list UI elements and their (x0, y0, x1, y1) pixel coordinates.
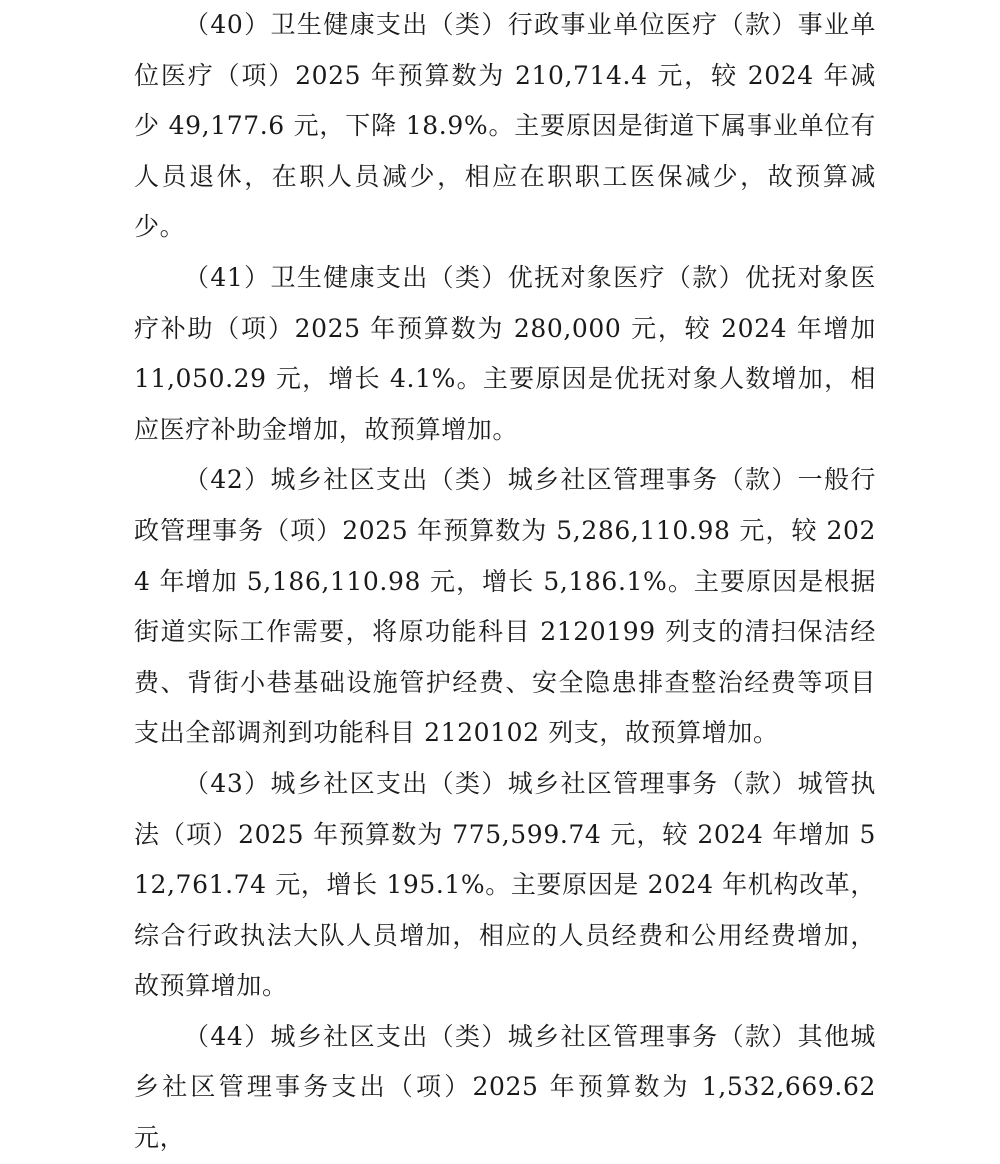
paragraph-43: （43）城乡社区支出（类）城乡社区管理事务（款）城管执法（项）2025 年预算数为 775,599.74 元，较 2024 年增加 512,761.74 元，增长 195.1%。主要原因是 2024 年机构改革，综合行政执法大队人员增加，相应的人员经费和公用经费增加，故预算增加。 (134, 768, 876, 1001)
document-page (134, 0, 876, 1153)
paragraph-40: （40）卫生健康支出（类）行政事业单位医疗（款）事业单位医疗（项）2025 年预算数为 210,714.4 元，较 2024 年减少 49,177.6 元，下降 18.9%。主要原因是街道下属事业单位有人员退休，在职人员减少，相应在职职工医保减少，故预算减少。 (134, 10, 876, 242)
paragraph-41: （41）卫生健康支出（类）优抚对象医疗（款）优抚对象医疗补助（项）2025 年预算数为 280,000 元，较 2024 年增加 11,050.29 元，增长 4.1%。主要原因是优抚对象人数增加，相应医疗补助金增加，故预算增加。 (134, 262, 876, 444)
paragraph-44: （44）城乡社区支出（类）城乡社区管理事务（款）其他城乡社区管理事务支出（项）2025 年预算数为 1,532,669.62 元， (134, 1021, 876, 1153)
paragraph-42: （42）城乡社区支出（类）城乡社区管理事务（款）一般行政管理事务（项）2025 年预算数为 5,286,110.98 元，较 2024 年增加 5,186,110.98 元，增长 5,186.1%。主要原因是根据街道实际工作需要，将原功能科目 2120199 列支的清扫保洁经费、背街小巷基础设施管护经费、安全隐患排查整治经费等项目支出全部调剂到功能科目 2120102 列支，故预算增加。 (134, 465, 876, 748)
